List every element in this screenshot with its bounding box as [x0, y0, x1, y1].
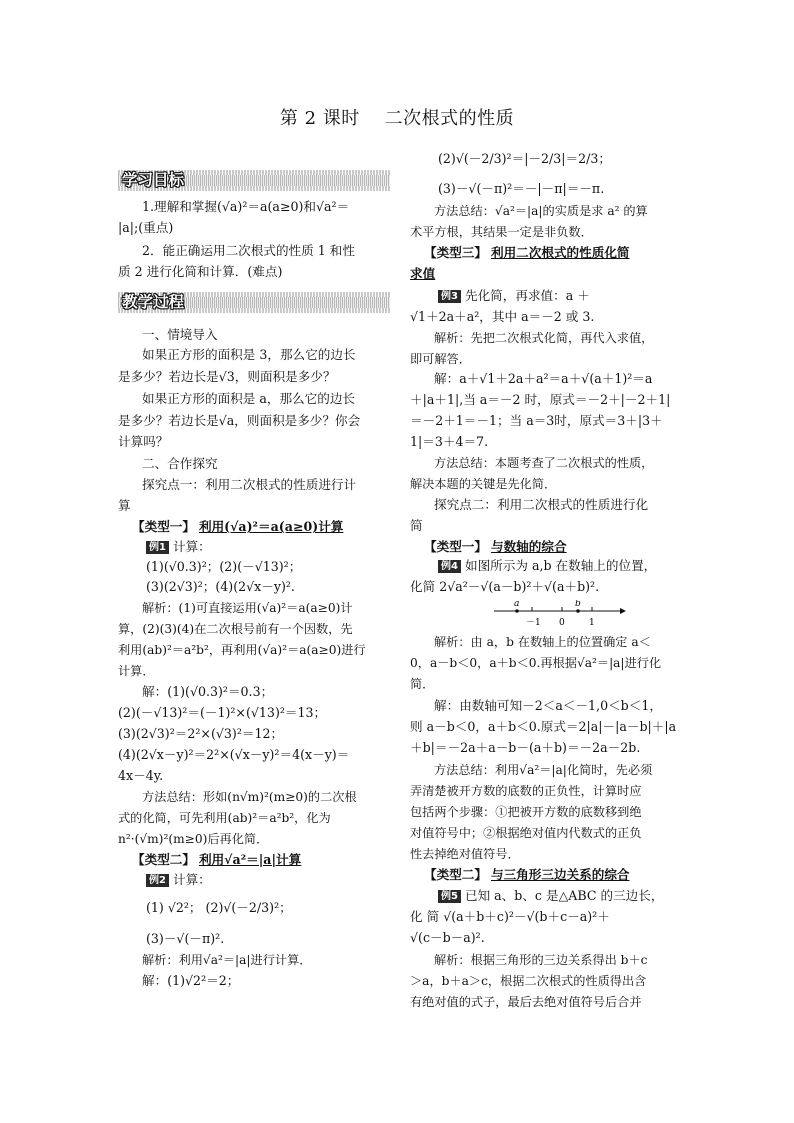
- paragraph: 是多少？若边长是√3，则面积是多少？: [118, 369, 336, 384]
- paragraph: 简: [410, 518, 423, 533]
- example-line: (1)(√0.3)²；(2)(－√13)²；: [146, 559, 302, 574]
- paragraph: 一、情境导入: [142, 327, 218, 342]
- example-4-heading: 例4 如图所示为 a,b 在数轴上的位置，: [410, 557, 656, 575]
- goal-1-cont: |a|;(重点): [118, 220, 174, 235]
- goal-2-cont: 质 2 进行化简和计算．(难点): [118, 264, 283, 279]
- method-summary: 方法总结：形如(n√m)²(m≥0)的二次根: [142, 790, 357, 804]
- method-summary: 式的化简，可先利用(ab)²＝a²b²，化为: [118, 811, 331, 825]
- method-summary: 性去掉绝对值符号．: [410, 847, 520, 861]
- analysis-line: 解析：利用√a²＝|a|进行计算．: [142, 953, 312, 967]
- solution-line: (2)(－√13)²＝(－1)²×(√13)²＝13；: [118, 705, 327, 720]
- analysis-line: ＞a，b＋a＞c，根据二次根式的性质得出含: [410, 974, 647, 988]
- method-summary: 对值符号中；②根据绝对值内代数式的正负: [410, 826, 642, 840]
- paragraph: 如果正方形的面积是 3，那么它的边长: [142, 347, 356, 362]
- tick-label: －1: [526, 618, 541, 628]
- method-summary: 方法总结：√a²＝|a|的实质是求 a² 的算: [434, 204, 648, 218]
- analysis-line: 解析：由 a，b 在数轴上的位置确定 a＜: [434, 635, 651, 649]
- point-a-label: a: [514, 600, 520, 609]
- solution-line: 解：(1)√2²＝2；: [142, 973, 240, 988]
- number-line-figure: [484, 600, 634, 630]
- type-heading: 【类型三】 利用二次根式的性质化简: [424, 245, 630, 260]
- paragraph: 算: [118, 498, 131, 513]
- analysis-line: 解析：根据三角形的三边关系得出 b＋c: [434, 953, 648, 967]
- example-badge: 例5: [438, 890, 461, 903]
- example-3-heading: 例3 先化简，再求值：a ＋: [410, 287, 590, 305]
- solution-line: (3)(2√3)²＝2²×(√3)²＝12；: [118, 726, 284, 741]
- example-line: √1＋2a＋a²，其中 a＝－2 或 3.: [410, 309, 595, 324]
- analysis-line: 解析：(1)可直接运用(√a)²＝a(a≥0)计: [142, 601, 353, 615]
- solution-line: 则 a－b＜0，a＋b＜0.原式＝2|a|－|a－b|＋|a: [410, 719, 677, 734]
- method-summary: 解决本题的关键是先化简．: [410, 477, 557, 491]
- page-title: 第 2 课时 二次根式的性质: [279, 108, 515, 129]
- example-1-heading: 例1 计算：: [118, 538, 211, 556]
- example-line: 化简 2√a²－√(a－b)²＋√(a＋b)².: [410, 579, 600, 594]
- method-summary: 方法总结：本题考查了二次根式的性质，: [434, 456, 654, 470]
- analysis-line: 简．: [410, 677, 435, 691]
- method-summary: 弄清楚被开方数的底数的正负性，计算时应: [410, 784, 642, 798]
- example-badge: 例1: [146, 541, 169, 554]
- number-line-arrow: [620, 608, 626, 614]
- solution-line: ＋b|＝－2a＋a－b－(a＋b)＝－2a－2b.: [410, 740, 641, 755]
- paragraph: 二、合作探究: [142, 456, 218, 471]
- paragraph: 探究点二：利用二次根式的性质进行化: [434, 497, 649, 512]
- paragraph: 计算吗？: [118, 434, 169, 449]
- solution-line: ＝－2＋1＝－1；当 a＝3时，原式＝3＋|3＋: [410, 413, 663, 428]
- paragraph: 探究点一：利用二次根式的性质进行计: [142, 477, 357, 492]
- point-b-label: b: [575, 600, 581, 609]
- example-line: (3)(2√3)²；(4)(2√x－y)².: [146, 579, 295, 594]
- type-heading: 【类型二】 利用√a²＝|a|计算: [132, 852, 302, 867]
- solution-line: 解：a＋√1＋2a＋a²＝a＋√(a＋1)²＝a: [434, 371, 653, 386]
- tick-label: 0: [559, 618, 565, 628]
- solution-line: 4x－4y.: [118, 768, 164, 783]
- solution-line: (2)√(－2/3)²＝|－2/3|＝2/3；: [438, 151, 611, 166]
- method-summary: 术平方根，其结果一定是非负数．: [410, 225, 593, 239]
- analysis-line: 即可解答．: [410, 352, 471, 366]
- analysis-line: 利用(ab)²＝a²b²，再利用(√a)²＝a(a≥0)进行: [118, 643, 366, 657]
- analysis-line: 计算．: [118, 664, 155, 678]
- analysis-line: 解析：先把二次根式化简，再代入求值，: [434, 331, 654, 345]
- paragraph: 是多少？若边长是√a，则面积是多少？你会: [118, 413, 361, 428]
- goal-1: 1.理解和掌握(√a)²＝a(a≥0)和√a²＝: [142, 199, 350, 214]
- solution-line: (3)－√(－π)²＝－|－π|＝－π.: [438, 181, 605, 196]
- example-2-heading: 例2 计算：: [118, 871, 211, 889]
- analysis-line: 有绝对值的式子，最后去绝对值符号后合并: [410, 995, 642, 1009]
- goal-2: 2．能正确运用二次根式的性质 1 和性: [142, 243, 355, 258]
- solution-line: (4)(2√x－y)²＝2²×(√x－y)²＝4(x－y)＝: [118, 747, 350, 762]
- section-header-teaching-process: 教学过程: [118, 292, 390, 313]
- solution-line: 1|＝3＋4＝7.: [410, 434, 489, 449]
- type-heading: 【类型二】 与三角形三边关系的综合: [424, 867, 630, 882]
- solution-line: ＋|a＋1|,当 a＝－2 时，原式＝－2＋|－2＋1|: [410, 392, 671, 407]
- section-header-learning-goals: 学习目标: [118, 170, 390, 191]
- analysis-line: 算，(2)(3)(4)在二次根号前有一个因数，先: [118, 622, 353, 636]
- example-line: √(c－b－a)².: [410, 930, 485, 945]
- method-summary: n²·(√m)²(m≥0)后再化简．: [118, 832, 269, 846]
- example-line: (3)－√(－π)².: [146, 931, 225, 946]
- example-line: (1) √2²； (2)√(－2/3)²；: [146, 900, 292, 915]
- type-heading-cont: 求值: [410, 266, 436, 281]
- example-5-heading: 例5 已知 a、b、c 是△ABC 的三边长，: [410, 887, 663, 905]
- type-heading: 【类型一】 利用(√a)²＝a(a≥0)计算: [132, 519, 344, 534]
- type-heading: 【类型一】 与数轴的综合: [424, 539, 567, 554]
- method-summary: 方法总结：利用√a²＝|a|化简时，先必须: [434, 763, 653, 777]
- example-badge: 例4: [438, 560, 461, 573]
- solution-line: 解：由数轴可知－2＜a＜－1,0＜b＜1，: [434, 698, 662, 713]
- paragraph: 如果正方形的面积是 a，那么它的边长: [142, 391, 356, 406]
- example-badge: 例3: [438, 290, 461, 303]
- tick-label: 1: [589, 618, 595, 628]
- example-line: 化 简 √(a＋b＋c)²－√(b＋c－a)²＋: [410, 909, 610, 924]
- point-b: [576, 609, 580, 613]
- analysis-line: 0，a－b＜0，a＋b＜0.再根据√a²＝|a|进行化: [410, 656, 662, 670]
- method-summary: 包括两个步骤：①把被开方数的底数移到绝: [410, 805, 642, 819]
- example-badge: 例2: [146, 874, 169, 887]
- point-a: [515, 609, 519, 613]
- solution-line: 解：(1)(√0.3)²＝0.3；: [142, 684, 274, 699]
